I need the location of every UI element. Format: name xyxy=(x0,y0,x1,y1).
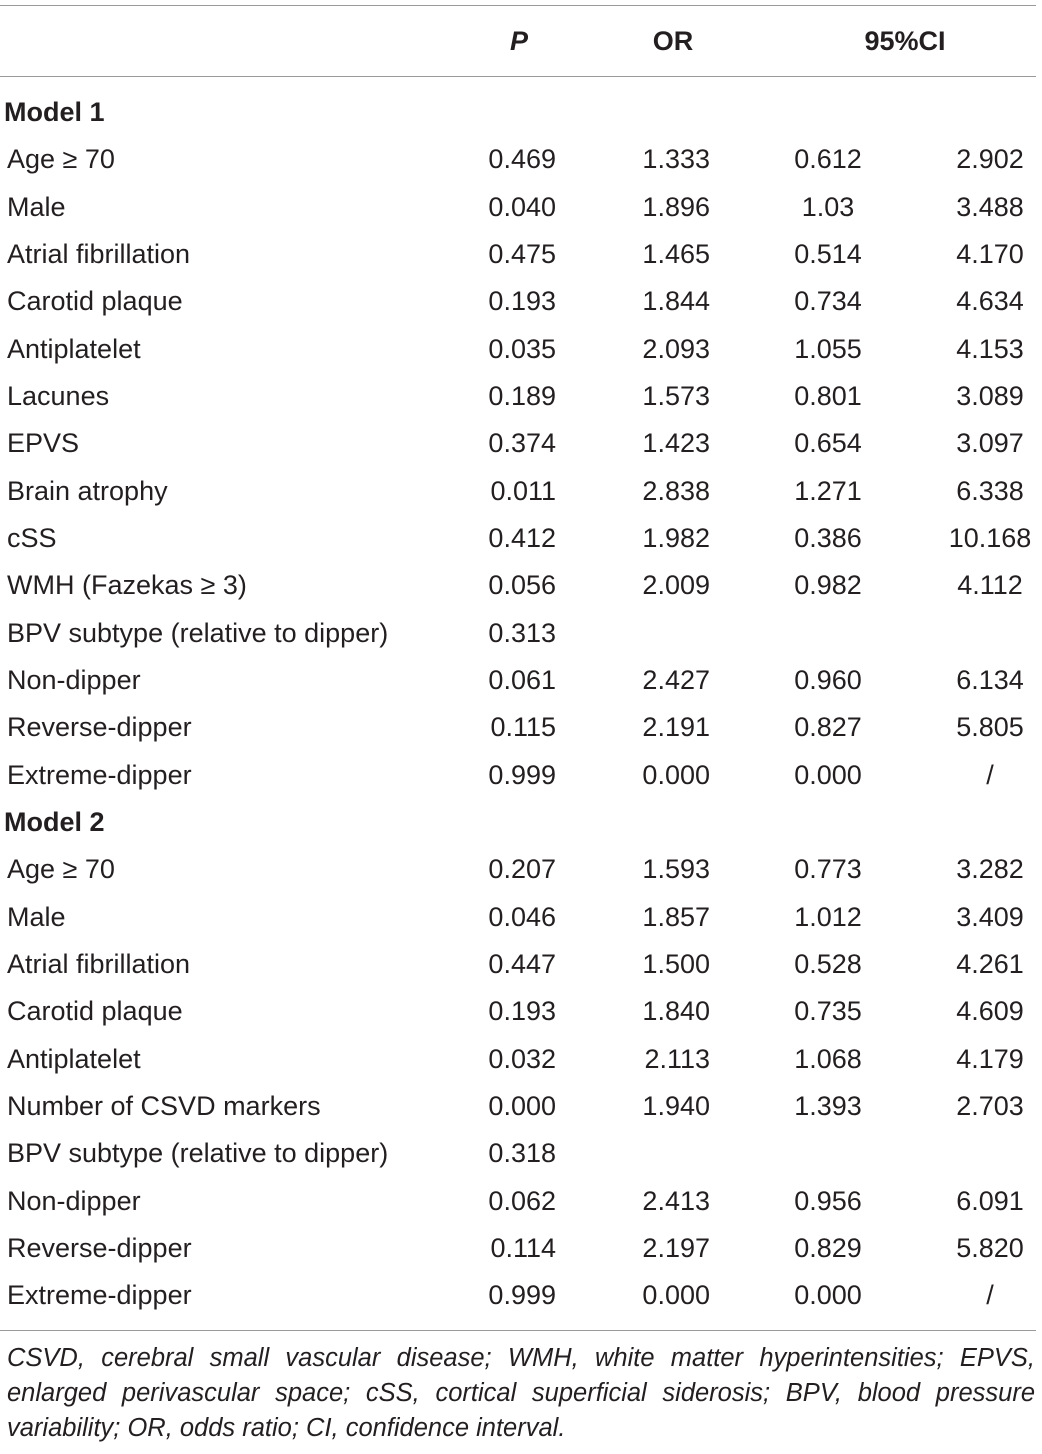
ci-lower-cell: 0.773 xyxy=(794,854,862,885)
model-heading-row xyxy=(0,90,1042,137)
row-label: Age ≥ 70 xyxy=(7,144,115,175)
odds-ratio-cell: 2.009 xyxy=(642,570,710,601)
p-value-cell: 0.999 xyxy=(488,1280,556,1311)
p-value-cell: 0.046 xyxy=(488,901,556,932)
table-row xyxy=(0,421,1042,468)
table-row xyxy=(0,469,1042,516)
p-value-cell: 0.318 xyxy=(488,1138,556,1169)
ci-upper-cell: 4.153 xyxy=(956,333,1024,364)
ci-upper-cell: 5.805 xyxy=(956,712,1024,743)
table-row xyxy=(0,232,1042,279)
odds-ratio-cell: 2.427 xyxy=(642,664,710,695)
odds-ratio-cell: 1.840 xyxy=(642,996,710,1027)
ci-upper-cell: 3.282 xyxy=(956,854,1024,885)
odds-ratio-cell: 2.838 xyxy=(642,475,710,506)
row-label: Atrial fibrillation xyxy=(7,238,191,269)
row-label: WMH (Fazekas ≥ 3) xyxy=(7,570,247,601)
header-rule xyxy=(0,76,1036,77)
ci-lower-cell: 1.055 xyxy=(794,333,862,364)
row-label: cSS xyxy=(7,522,57,553)
ci-upper-cell: / xyxy=(986,1280,994,1311)
header-or: OR xyxy=(652,26,694,56)
table-row xyxy=(0,1273,1042,1320)
ci-lower-cell: 1.03 xyxy=(801,191,855,222)
p-value-cell: 0.412 xyxy=(488,522,556,553)
ci-upper-cell: 4.634 xyxy=(956,286,1024,317)
odds-ratio-cell: 1.896 xyxy=(642,191,710,222)
ci-lower-cell: 0.827 xyxy=(794,712,862,743)
row-label: Brain atrophy xyxy=(7,475,168,506)
ci-upper-cell: 6.091 xyxy=(956,1185,1024,1216)
odds-ratio-cell: 1.573 xyxy=(642,380,710,411)
p-value-cell: 0.374 xyxy=(488,428,556,459)
p-value-cell: 0.035 xyxy=(488,333,556,364)
row-label: Carotid plaque xyxy=(7,286,183,317)
table-row xyxy=(0,705,1042,752)
ci-upper-cell: 3.488 xyxy=(956,191,1024,222)
odds-ratio-cell: 0.000 xyxy=(642,759,710,790)
ci-lower-cell: 0.735 xyxy=(794,996,862,1027)
p-value-cell: 0.115 xyxy=(490,712,556,743)
ci-lower-cell: 0.960 xyxy=(794,664,862,695)
p-value-cell: 0.475 xyxy=(488,238,556,269)
p-value-cell: 0.447 xyxy=(488,948,556,979)
row-label: Model 2 xyxy=(4,806,105,837)
odds-ratio-cell: 1.857 xyxy=(642,901,710,932)
table-footnote: CSVD, cerebral small vascular disease; WMH, white matter hyperintensities; EPVS, enlarged perivascular space; cSS, cortical superficial siderosis; BPV, blood pressure variability; OR, odds ratio; CI, confidence interval. xyxy=(7,1344,1035,1442)
row-label: Extreme-dipper xyxy=(7,1280,192,1311)
ci-upper-cell: 3.409 xyxy=(956,901,1024,932)
ci-lower-cell: 0.982 xyxy=(794,570,862,601)
row-label: Number of CSVD markers xyxy=(7,1090,321,1121)
ci-lower-cell: 1.068 xyxy=(794,1043,862,1074)
p-value-cell: 0.011 xyxy=(490,475,556,506)
row-label: EPVS xyxy=(7,428,80,459)
ci-lower-cell: 1.271 xyxy=(794,475,862,506)
odds-ratio-cell: 1.465 xyxy=(642,238,710,269)
row-label: Male xyxy=(7,901,66,932)
row-label: Antiplatelet xyxy=(7,1043,141,1074)
ci-lower-cell: 0.829 xyxy=(794,1232,862,1263)
row-label: Reverse-dipper xyxy=(7,1232,192,1263)
ci-lower-cell: 0.612 xyxy=(794,144,862,175)
p-value-cell: 0.000 xyxy=(488,1090,556,1121)
ci-upper-cell: 6.338 xyxy=(956,475,1024,506)
table-row xyxy=(0,516,1042,563)
ci-lower-cell: 0.514 xyxy=(794,238,862,269)
table-row xyxy=(0,374,1042,421)
ci-lower-cell: 0.000 xyxy=(794,1280,862,1311)
ci-upper-cell: 4.179 xyxy=(956,1043,1024,1074)
p-value-cell: 0.061 xyxy=(488,664,556,695)
table-row xyxy=(0,1131,1042,1178)
ci-upper-cell: 2.703 xyxy=(956,1090,1024,1121)
ci-upper-cell: 2.902 xyxy=(956,144,1024,175)
odds-ratio-cell: 2.113 xyxy=(644,1043,710,1074)
table-row xyxy=(0,563,1042,610)
row-label: Atrial fibrillation xyxy=(7,948,191,979)
ci-upper-cell: 4.170 xyxy=(956,238,1024,269)
table-row xyxy=(0,658,1042,705)
ci-lower-cell: 0.956 xyxy=(794,1185,862,1216)
table-body xyxy=(0,90,1042,1321)
row-label: Age ≥ 70 xyxy=(7,854,115,885)
ci-upper-cell: / xyxy=(986,759,994,790)
p-value-cell: 0.189 xyxy=(488,380,556,411)
p-value-cell: 0.313 xyxy=(488,617,556,648)
row-label: Male xyxy=(7,191,66,222)
table-row xyxy=(0,1037,1042,1084)
ci-upper-cell: 4.609 xyxy=(956,996,1024,1027)
odds-ratio-cell: 1.423 xyxy=(642,428,710,459)
header-p: P xyxy=(509,26,528,56)
ci-lower-cell: 0.000 xyxy=(794,759,862,790)
model-heading-row xyxy=(0,800,1042,847)
row-label: Non-dipper xyxy=(7,1185,141,1216)
table-row xyxy=(0,847,1042,894)
row-label: Carotid plaque xyxy=(7,996,183,1027)
p-value-cell: 0.032 xyxy=(488,1043,556,1074)
table-row xyxy=(0,1226,1042,1273)
ci-lower-cell: 0.528 xyxy=(794,948,862,979)
row-label: Antiplatelet xyxy=(7,333,141,364)
table-row xyxy=(0,753,1042,800)
ci-upper-cell: 4.261 xyxy=(956,948,1024,979)
table-row xyxy=(0,611,1042,658)
odds-ratio-cell: 2.191 xyxy=(642,712,710,743)
ci-upper-cell: 10.168 xyxy=(948,522,1032,553)
p-value-cell: 0.193 xyxy=(488,996,556,1027)
ci-lower-cell: 0.386 xyxy=(794,522,862,553)
table-row xyxy=(0,989,1042,1036)
table-row xyxy=(0,895,1042,942)
row-label: Reverse-dipper xyxy=(7,712,192,743)
p-value-cell: 0.469 xyxy=(488,144,556,175)
p-value-cell: 0.193 xyxy=(488,286,556,317)
bottom-rule xyxy=(0,1330,1036,1331)
row-label: BPV subtype (relative to dipper) xyxy=(7,1138,389,1169)
ci-lower-cell: 1.012 xyxy=(794,901,862,932)
ci-lower-cell: 0.654 xyxy=(794,428,862,459)
table-row xyxy=(0,137,1042,184)
row-label: Extreme-dipper xyxy=(7,759,192,790)
p-value-cell: 0.040 xyxy=(488,191,556,222)
ci-upper-cell: 5.820 xyxy=(956,1232,1024,1263)
table-row xyxy=(0,1084,1042,1131)
odds-ratio-cell: 2.413 xyxy=(642,1185,710,1216)
ci-upper-cell: 6.134 xyxy=(956,664,1024,695)
p-value-cell: 0.114 xyxy=(490,1232,556,1263)
odds-ratio-cell: 1.593 xyxy=(642,854,710,885)
header-ci: 95%CI xyxy=(864,26,946,56)
table-row xyxy=(0,942,1042,989)
row-label: Lacunes xyxy=(7,380,110,411)
ci-upper-cell: 3.097 xyxy=(956,428,1024,459)
table-row xyxy=(0,279,1042,326)
odds-ratio-cell: 1.844 xyxy=(642,286,710,317)
ci-upper-cell: 3.089 xyxy=(956,380,1024,411)
odds-ratio-cell: 1.982 xyxy=(642,522,710,553)
odds-ratio-cell: 0.000 xyxy=(642,1280,710,1311)
p-value-cell: 0.062 xyxy=(488,1185,556,1216)
odds-ratio-cell: 1.940 xyxy=(642,1090,710,1121)
ci-lower-cell: 0.734 xyxy=(794,286,862,317)
ci-upper-cell: 4.112 xyxy=(957,570,1023,601)
table-row xyxy=(0,327,1042,374)
row-label: BPV subtype (relative to dipper) xyxy=(7,617,389,648)
row-label: Model 1 xyxy=(4,97,105,127)
p-value-cell: 0.999 xyxy=(488,759,556,790)
odds-ratio-cell: 1.500 xyxy=(642,948,710,979)
ci-lower-cell: 1.393 xyxy=(794,1090,862,1121)
p-value-cell: 0.056 xyxy=(488,570,556,601)
row-label: Non-dipper xyxy=(7,664,141,695)
odds-ratio-cell: 2.197 xyxy=(642,1232,710,1263)
table-row xyxy=(0,1179,1042,1226)
p-value-cell: 0.207 xyxy=(488,854,556,885)
odds-ratio-cell: 1.333 xyxy=(642,144,710,175)
table-row xyxy=(0,185,1042,232)
ci-lower-cell: 0.801 xyxy=(794,380,862,411)
top-rule xyxy=(0,5,1036,6)
odds-ratio-cell: 2.093 xyxy=(642,333,710,364)
